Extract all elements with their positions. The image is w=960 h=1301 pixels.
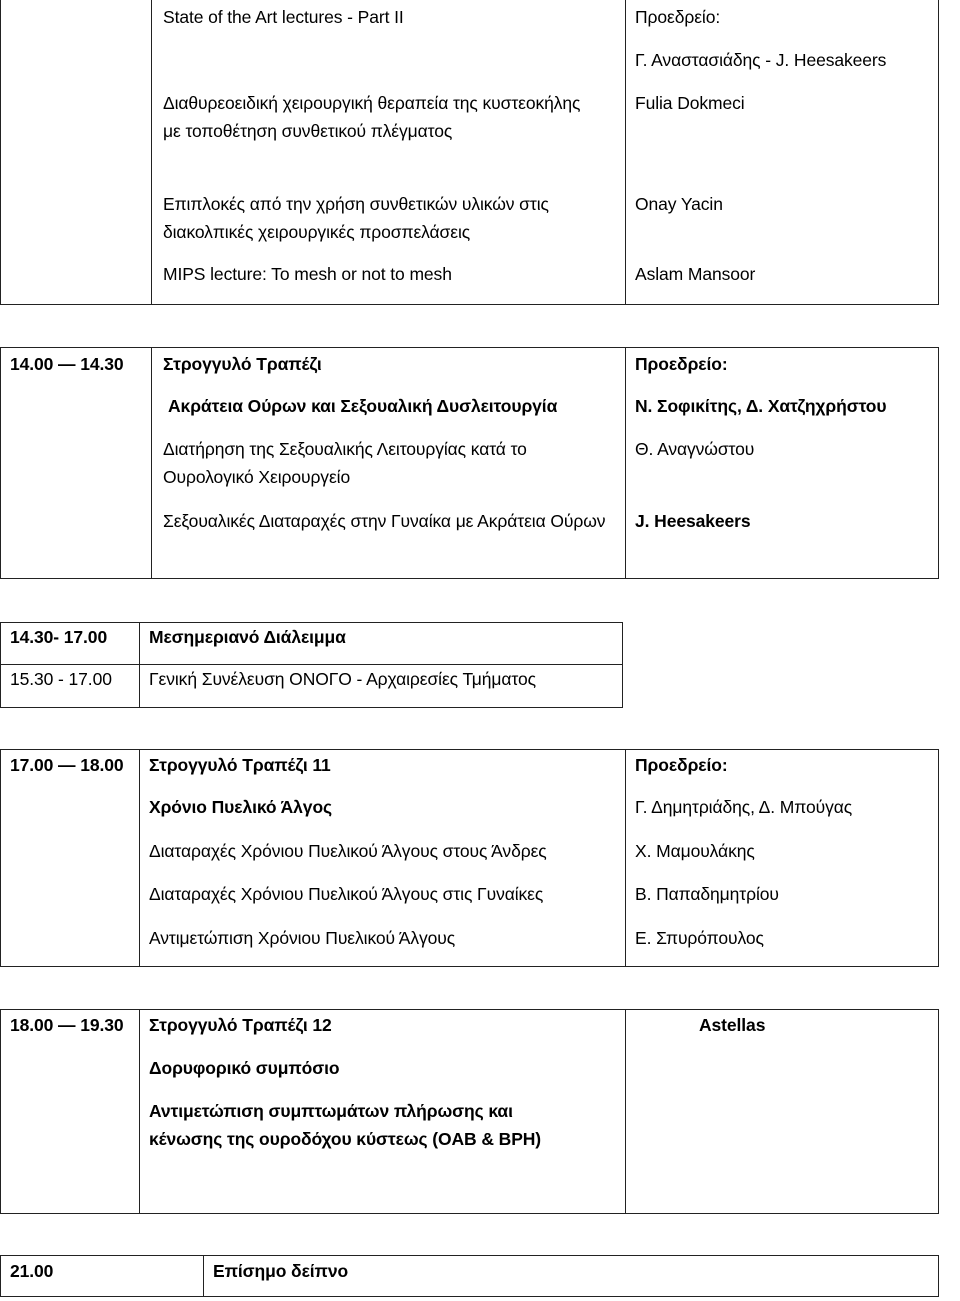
- column-divider: [151, 347, 152, 579]
- dinner-time: 21.00: [10, 1261, 54, 1281]
- session-title: Στρογγυλό Τραπέζι 12: [149, 1015, 332, 1035]
- assembly-text: Γενική Συνέλευση ΟΝΟΓΟ - Αρχαιρεσίες Τμήματος: [149, 669, 536, 689]
- talk-title: Αντιμετώπιση συμπτωμάτων πλήρωσης και κένωσης της ουροδόχου κύστεως (OAB & BPH): [149, 1101, 542, 1149]
- chair-label: Προεδρείο:: [635, 354, 728, 374]
- talk-title: Διαταραχές Χρόνιου Πυελικού Άλγους στους Άνδρες: [149, 841, 547, 861]
- chair-label: Προεδρείο:: [635, 7, 721, 27]
- column-divider: [625, 749, 626, 967]
- column-divider: [625, 0, 626, 305]
- dinner-text: Επίσημο δείπνο: [213, 1261, 349, 1281]
- session-time: 17.00 — 18.00: [10, 755, 124, 775]
- talk-speaker: Onay Yacin: [635, 194, 723, 214]
- talk-speaker: Fulia Dokmeci: [635, 93, 745, 113]
- talk-title: Επιπλοκές από την χρήση συνθετικών υλικών στις διακολπικές χειρουργικές προσπελάσεις: [163, 194, 549, 242]
- talk-title: Διαταραχές Χρόνιου Πυελικού Άλγους στις Γυναίκες: [149, 884, 544, 904]
- session-subtitle: Δορυφορικό συμπόσιο: [149, 1058, 340, 1078]
- talk-speaker: Aslam Mansoor: [635, 264, 756, 284]
- column-divider: [151, 0, 152, 305]
- talk-speaker: Θ. Αναγνώστου: [635, 439, 755, 459]
- session-title: State of the Art lectures - Part II: [163, 7, 404, 27]
- chair-label: Προεδρείο:: [635, 755, 728, 775]
- talk-title: Διατήρηση της Σεξουαλικής Λειτουργίας κατά το Ουρολογικό Χειρουργείο: [163, 439, 527, 487]
- talk-title: Αντιμετώπιση Χρόνιου Πυελικού Άλγους: [149, 928, 456, 948]
- break-time: 14.30- 17.00: [10, 627, 108, 647]
- sponsor-name: Astellas: [699, 1015, 766, 1035]
- chair-names: Γ. Αναστασιάδης - J. Heesakeers: [635, 50, 887, 70]
- talk-speaker: J. Heesakeers: [635, 511, 751, 531]
- session-subtitle: Χρόνιο Πυελικό Άλγος: [149, 797, 333, 817]
- column-divider: [139, 1009, 140, 1214]
- column-divider: [139, 622, 140, 708]
- column-divider: [139, 749, 140, 967]
- talk-speaker: Β. Παπαδημητρίου: [635, 884, 779, 904]
- column-divider: [203, 1255, 204, 1297]
- session-subtitle: Ακράτεια Ούρων και Σεξουαλική Δυσλειτουργία: [168, 396, 558, 416]
- talk-title: MIPS lecture: To mesh or not to mesh: [163, 264, 452, 284]
- session-time: 14.00 — 14.30: [10, 354, 124, 374]
- chair-names: Γ. Δημητριάδης, Δ. Μπούγας: [635, 797, 853, 817]
- column-divider: [625, 1009, 626, 1214]
- talk-title: Σεξουαλικές Διαταραχές στην Γυναίκα με Ακράτεια Ούρων: [163, 511, 606, 531]
- dinner-row: [0, 1255, 939, 1297]
- talk-speaker: Ε. Σπυρόπουλος: [635, 928, 764, 948]
- talk-title: Διαθυρεοειδική χειρουργική θεραπεία της κυστεοκήλης με τοποθέτηση συνθετικού πλέγματος: [163, 93, 581, 141]
- session-title: Στρογγυλό Τραπέζι 11: [149, 755, 331, 775]
- session-title: Στρογγυλό Τραπέζι: [163, 354, 322, 374]
- chair-names: Ν. Σοφικίτης, Δ. Χατζηχρήστου: [635, 396, 887, 416]
- session-time: 18.00 — 19.30: [10, 1015, 124, 1035]
- column-divider: [625, 347, 626, 579]
- talk-speaker: Χ. Μαμουλάκης: [635, 841, 755, 861]
- break-text: Μεσημεριανό Διάλειμμα: [149, 627, 346, 647]
- assembly-time: 15.30 - 17.00: [10, 669, 112, 689]
